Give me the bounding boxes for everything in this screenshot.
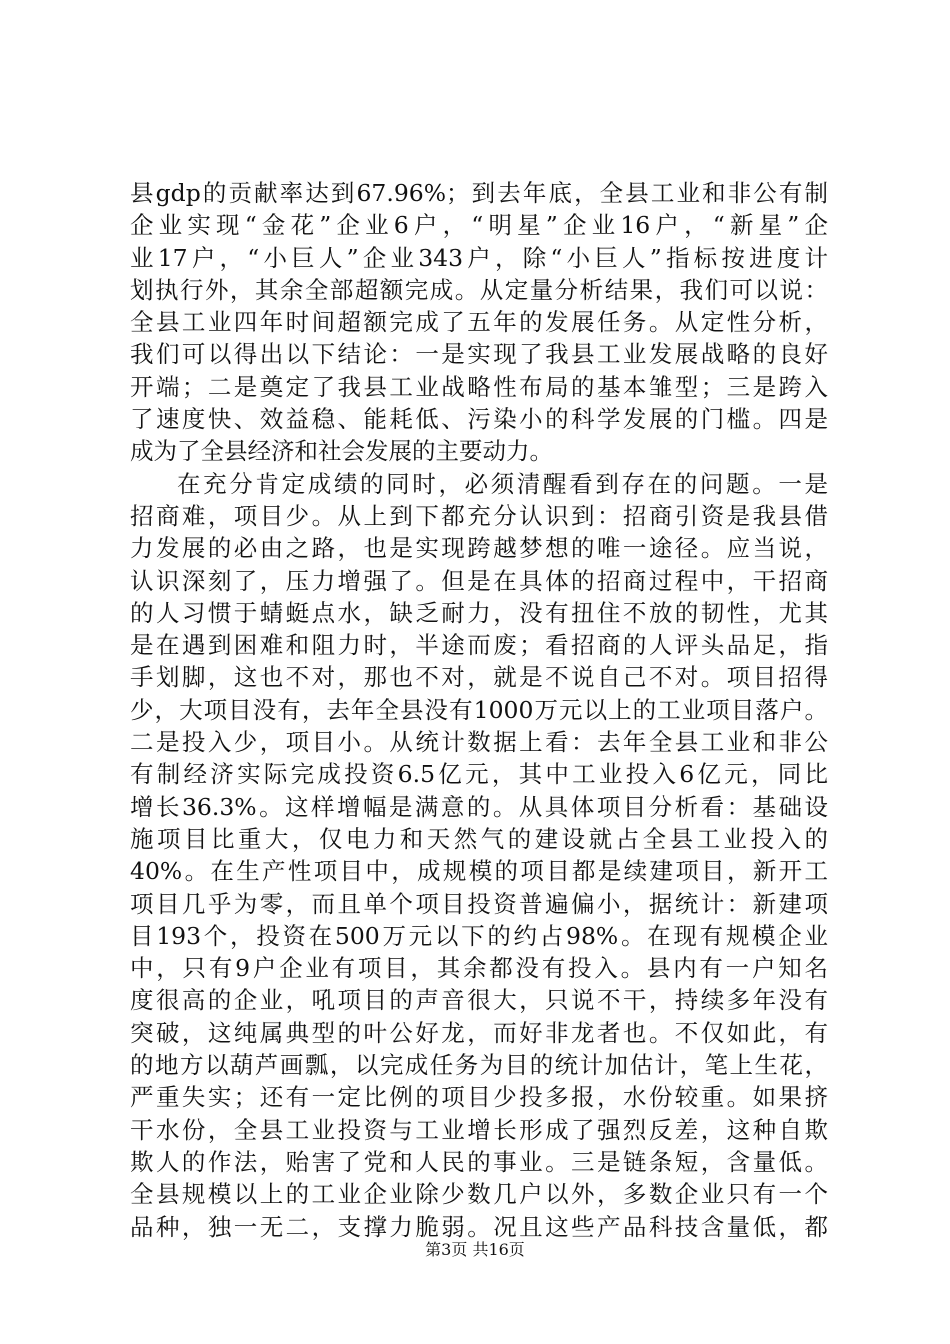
text-line: 的地方以葫芦画瓢，以完成任务为目的统计加估计，笔上生花，	[130, 1051, 828, 1080]
text-line: 在充分肯定成绩的同时，必须清醒看到存在的问题。一是	[177, 469, 828, 498]
text-line: 手划脚，这也不对，那也不对，就是不说自己不对。项目招得	[130, 663, 828, 692]
text-line: 招商难，项目少。从上到下都充分认识到：招商引资是我县借	[130, 501, 828, 530]
text-line: 项目几乎为零，而且单个项目投资普遍偏小，据统计：新建项	[130, 889, 828, 918]
text-line: 目193个，投资在500万元以下的约占98%。在现有规模企业	[130, 921, 828, 950]
paragraph	[130, 468, 828, 1243]
text-line: 40%。在生产性项目中，成规模的项目都是续建项目，新开工	[130, 857, 828, 886]
text-line: 欺人的作法，贻害了党和人民的事业。三是链条短，含量低。	[130, 1147, 828, 1176]
text-line: 全县工业四年时间超额完成了五年的发展任务。从定性分析，	[130, 308, 828, 337]
paragraph	[130, 177, 828, 468]
text-line: 开端；二是奠定了我县工业战略性布局的基本雏型；三是跨入	[130, 372, 828, 401]
text-line: 增长36.3%。这样增幅是满意的。从具体项目分析看：基础设	[130, 792, 828, 821]
text-line: 是在遇到困难和阻力时，半途而废；看招商的人评头品足，指	[130, 631, 828, 660]
text-line: 少，大项目没有，去年全县没有1000万元以上的工业项目落户。	[130, 695, 828, 724]
text-line: 力发展的必由之路，也是实现跨越梦想的唯一途径。应当说，	[130, 534, 828, 563]
text-line: 我们可以得出以下结论：一是实现了我县工业发展战略的良好	[130, 340, 828, 369]
text-line: 严重失实；还有一定比例的项目少投多报，水份较重。如果挤	[130, 1083, 828, 1112]
page-number-footer: 第3页 共16页	[425, 1240, 525, 1259]
text-line: 了速度快、效益稳、能耗低、污染小的科学发展的门槛。四是	[130, 405, 828, 434]
document-body	[130, 177, 828, 1243]
text-line: 全县规模以上的工业企业除少数几户以外，多数企业只有一个	[130, 1180, 828, 1209]
text-line: 二是投入少，项目小。从统计数据上看：去年全县工业和非公	[130, 728, 828, 757]
text-line: 成为了全县经济和社会发展的主要动力。	[130, 437, 553, 466]
text-line: 县gdp的贡献率达到67.96%；到去年底，全县工业和非公有制	[130, 179, 828, 207]
text-line: 干水份，全县工业投资与工业增长形成了强烈反差，这种自欺	[130, 1115, 828, 1144]
text-line: 的人习惯于蜻蜓点水，缺乏耐力，没有扭住不放的韧性，尤其	[130, 598, 828, 627]
text-line: 品种，独一无二，支撑力脆弱。况且这些产品科技含量低，都	[130, 1212, 828, 1241]
text-line: 企业实现“金花”企业6户，“明星”企业16户，“新星”企	[130, 211, 828, 240]
text-line: 有制经济实际完成投资6.5亿元，其中工业投入6亿元，同比	[130, 760, 828, 789]
text-line: 认识深刻了，压力增强了。但是在具体的招商过程中，干招商	[130, 566, 828, 595]
text-line: 突破，这纯属典型的叶公好龙，而好非龙者也。不仅如此，有	[130, 1018, 828, 1047]
text-line: 施项目比重大，仅电力和天然气的建设就占全县工业投入的	[130, 824, 828, 853]
text-line: 划执行外，其余全部超额完成。从定量分析结果，我们可以说：	[130, 275, 828, 304]
text-line: 度很高的企业，吼项目的声音很大，只说不干，持续多年没有	[130, 986, 828, 1015]
text-line: 中，只有9户企业有项目，其余都没有投入。县内有一户知名	[130, 954, 828, 983]
text-line: 业17户，“小巨人”企业343户，除“小巨人”指标按进度计	[130, 243, 828, 272]
